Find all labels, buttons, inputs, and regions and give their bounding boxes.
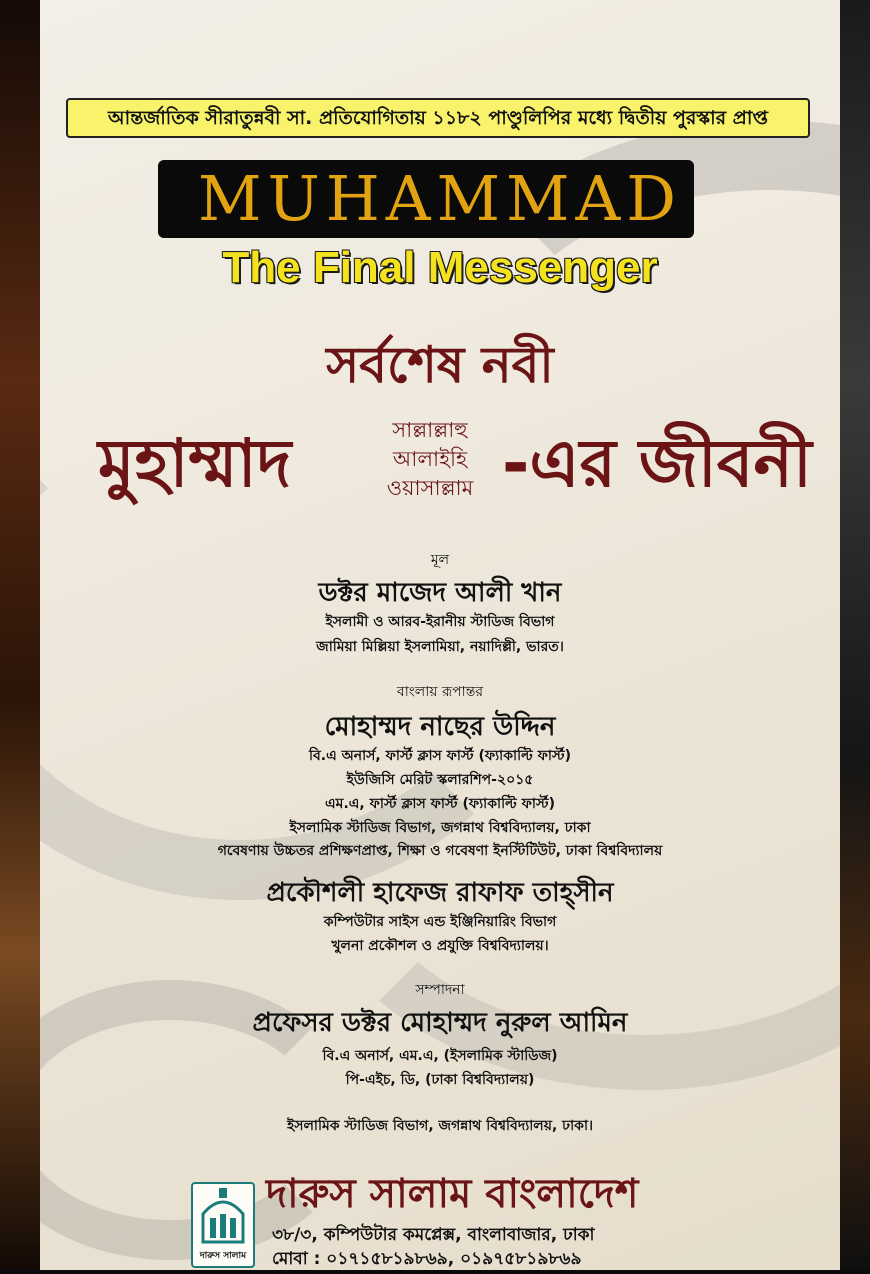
translator2-name: প্রকৌশলী হাফেজ রাফাফ তাহ্সীন <box>266 878 614 908</box>
translator1-line: ইউজিসি মেরিট স্কলারশিপ-২০১৫ <box>346 772 534 788</box>
title-bn-line1: সর্বশেষ নবী <box>326 336 554 394</box>
translator1-line: এম.এ, ফার্স্ট ক্লাস ফার্স্ট (ফ্যাকাল্টি ফার্স্ট) <box>325 796 555 812</box>
author-line: জামিয়া মিল্লিয়া ইসলামিয়া, নয়াদিল্লী, ভারত। <box>316 639 564 655</box>
editor-line: বি.এ অনার্স, এম.এ, (ইসলামিক স্টাডিজ) <box>322 1048 558 1064</box>
logo-text: দারুস সালাম <box>199 1251 247 1261</box>
publisher-phone: মোবা : ০১৭১৫৮১৯৮৬৯, ০১৯৭৫৮১৯৮৬৯ <box>272 1249 582 1269</box>
translator1-line: গবেষণায় উচ্চতর প্রশিক্ষণপ্রাপ্ত, শিক্ষা ও গবেষণা ইনস্টিটিউট, ঢাকা বিশ্ববিদ্যালয় <box>217 843 663 859</box>
award-banner: আন্তর্জাতিক সীরাতুন্নবী সা. প্রতিযোগিতায় ১১৮২ পাণ্ডুলিপির মধ্যে দ্বিতীয় পুরস্কার প্রাপ্ত <box>66 98 810 138</box>
original-label: মূল <box>430 552 450 568</box>
publisher-logo <box>191 1182 255 1268</box>
author-line: ইসলামী ও আরব-ইরানীয় স্টাডিজ বিভাগ <box>325 614 555 630</box>
title-en: MUHAMMAD <box>197 162 683 235</box>
right-edge-artwork <box>840 0 870 1270</box>
salawat-line: সাল্লাল্লাহু <box>392 418 468 442</box>
left-edge-artwork <box>0 0 40 1270</box>
editing-label: সম্পাদনা <box>415 982 465 998</box>
salawat-text <box>340 416 520 503</box>
translator1-line: বি.এ অনার্স, ফার্স্ট ক্লাস ফার্স্ট (ফ্যাকাল্টি ফার্স্ট) <box>308 748 571 764</box>
mosque-icon <box>193 1184 253 1246</box>
salawat-line: আলাইহি <box>392 447 468 471</box>
subtitle-en: The Final Messenger <box>222 243 658 292</box>
translation-label: বাংলায় রূপান্তর <box>396 684 484 700</box>
title-bn-right: -এর জীবনী <box>502 425 812 502</box>
title-bn-left: মুহাম্মাদ <box>98 425 292 502</box>
translator2-line: খুলনা প্রকৌশল ও প্রযুক্তি বিশ্ববিদ্যালয়। <box>331 938 549 954</box>
editor-dept: ইসলামিক স্টাডিজ বিভাগ, জগন্নাথ বিশ্ববিদ্যালয়, ঢাকা। <box>286 1118 594 1134</box>
author-name: ডক্টর মাজেদ আলী খান <box>318 578 562 608</box>
salawat-line: ওয়াসাল্লাম <box>386 476 474 500</box>
translator1-line: ইসলামিক স্টাডিজ বিভাগ, জগন্নাথ বিশ্ববিদ্যালয়, ঢাকা <box>289 820 591 836</box>
title-bn-main <box>40 416 840 526</box>
translator1-name: মোহাম্মদ নাছের উদ্দিন <box>324 712 556 742</box>
editor-name: প্রফেসর ডক্টর মোহাম্মদ নুরুল আমিন <box>252 1008 628 1038</box>
publisher-name: দারুস সালাম বাংলাদেশ <box>266 1171 639 1217</box>
translator2-line: কম্পিউটার সাইস এন্ড ইঞ্জিনিয়ারিং বিভাগ <box>323 914 557 930</box>
publisher-address: ৩৮/৩, কম্পিউটার কমপ্লেক্স, বাংলাবাজার, ঢাকা <box>272 1225 595 1245</box>
editor-line: পি-এইচ, ডি, (ঢাকা বিশ্ববিদ্যালয়) <box>345 1072 535 1088</box>
